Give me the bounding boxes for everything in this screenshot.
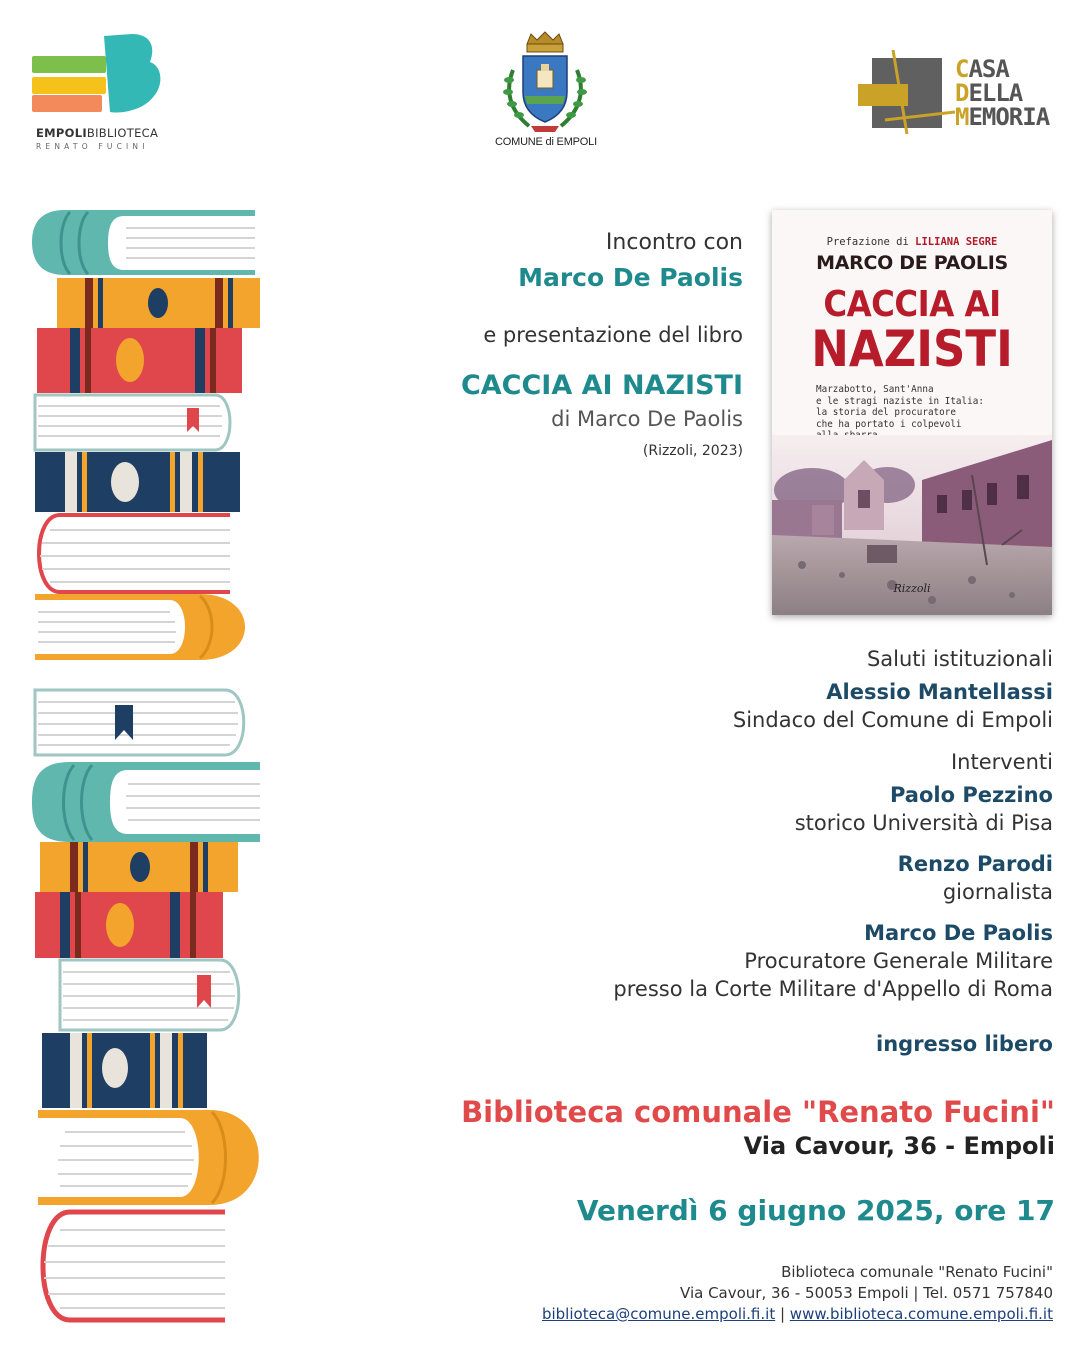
speaker-role: Procuratore Generale Militare	[744, 949, 1053, 973]
casa-word-2: DELLA	[955, 79, 1023, 107]
book-navy-1	[35, 452, 240, 512]
book-cover	[772, 210, 1052, 615]
speaker-name: Paolo Pezzino	[889, 783, 1053, 807]
ingresso-libero: ingresso libero	[876, 1032, 1053, 1056]
book-white-3	[60, 960, 239, 1030]
event-venue: Biblioteca comunale "Renato Fucini"	[461, 1095, 1055, 1129]
interventi-label: Interventi	[950, 750, 1053, 774]
logo-bar-yellow	[32, 77, 106, 94]
logo-bar-orange	[32, 95, 102, 112]
speaker-role: storico Università di Pisa	[794, 811, 1053, 835]
logo-biblioteca-name: EMPOLIBIBLIOTECA	[36, 126, 159, 140]
saluti-label: Saluti istituzionali	[866, 647, 1053, 671]
book-white-1	[35, 395, 230, 450]
book-orange-2	[40, 842, 238, 892]
logo-bar-green	[32, 56, 106, 73]
book-teal-top	[32, 210, 255, 275]
intro-book-title: CACCIA AI NAZISTI	[460, 370, 743, 401]
book-white-red-2	[43, 1212, 225, 1320]
footer-separator: |	[775, 1305, 790, 1323]
cover-title-line1: CACCIA AI	[823, 284, 1001, 325]
saluti-role: Sindaco del Comune di Empoli	[732, 708, 1053, 732]
casa-della-memoria-logo	[855, 50, 1055, 135]
cover-author: MARCO DE PAOLIS	[816, 252, 1008, 274]
casa-word-3: MEMORIA	[955, 103, 1050, 131]
book-teal-2	[32, 762, 260, 842]
logo-b-letter-icon	[98, 32, 164, 114]
logo-biblioteca-subtitle: RENATO FUCINI	[36, 142, 149, 151]
event-date: Venerdì 6 giugno 2025, ore 17	[576, 1194, 1055, 1227]
speaker-name: Marco De Paolis	[864, 921, 1053, 945]
footer-venue: Biblioteca comunale "Renato Fucini"	[781, 1263, 1053, 1281]
book-white-2	[35, 690, 244, 755]
intro-publisher: (Rizzoli, 2023)	[642, 443, 743, 459]
footer-email-link[interactable]: biblioteca@comune.empoli.fi.it	[541, 1305, 776, 1323]
event-address: Via Cavour, 36 - Empoli	[743, 1132, 1055, 1160]
book-navy-2	[42, 1033, 207, 1108]
empoli-biblioteca-logo	[30, 32, 170, 157]
cover-description: Marzabotto, Sant'Anna e le stragi naziste in Italia: la storia del procuratore che ha portato i colpevoli	[816, 384, 984, 430]
intro-by-author: di Marco De Paolis	[551, 407, 743, 431]
cover-preface: Prefazione di LILIANA SEGRE	[826, 236, 998, 248]
book-white-red	[39, 515, 230, 592]
footer-address: Via Cavour, 36 - 50053 Empoli | Tel. 0571 757840	[680, 1284, 1053, 1302]
book-stack-illustration	[30, 200, 270, 1330]
book-orange-round	[35, 594, 245, 660]
comune-caption: COMUNE di EMPOLI	[495, 136, 597, 148]
saluti-name: Alessio Mantellassi	[826, 680, 1053, 704]
book-orange-1	[57, 278, 260, 328]
casa-square-icon	[855, 50, 955, 135]
casa-word-1: CASA	[955, 55, 1009, 83]
coat-of-arms-icon	[495, 30, 595, 135]
speaker-role: giornalista	[942, 880, 1053, 904]
footer-contacts	[542, 1305, 1053, 1323]
comune-empoli-logo	[495, 30, 595, 155]
cover-publisher: Rizzoli	[893, 582, 931, 595]
book-orange-3	[38, 1110, 259, 1205]
speaker-role-line2: presso la Corte Militare d'Appello di Roma	[613, 977, 1053, 1001]
cover-title-line2: NAZISTI	[811, 320, 1013, 378]
speaker-name: Renzo Parodi	[897, 852, 1053, 876]
intro-author: Marco De Paolis	[518, 263, 743, 292]
intro-presentazione: e presentazione del libro	[483, 323, 743, 347]
book-red-2	[35, 892, 223, 958]
book-red-1	[37, 328, 242, 393]
intro-incontro: Incontro con	[605, 230, 743, 255]
footer-website-link[interactable]: www.biblioteca.comune.empoli.fi.it	[789, 1305, 1053, 1323]
